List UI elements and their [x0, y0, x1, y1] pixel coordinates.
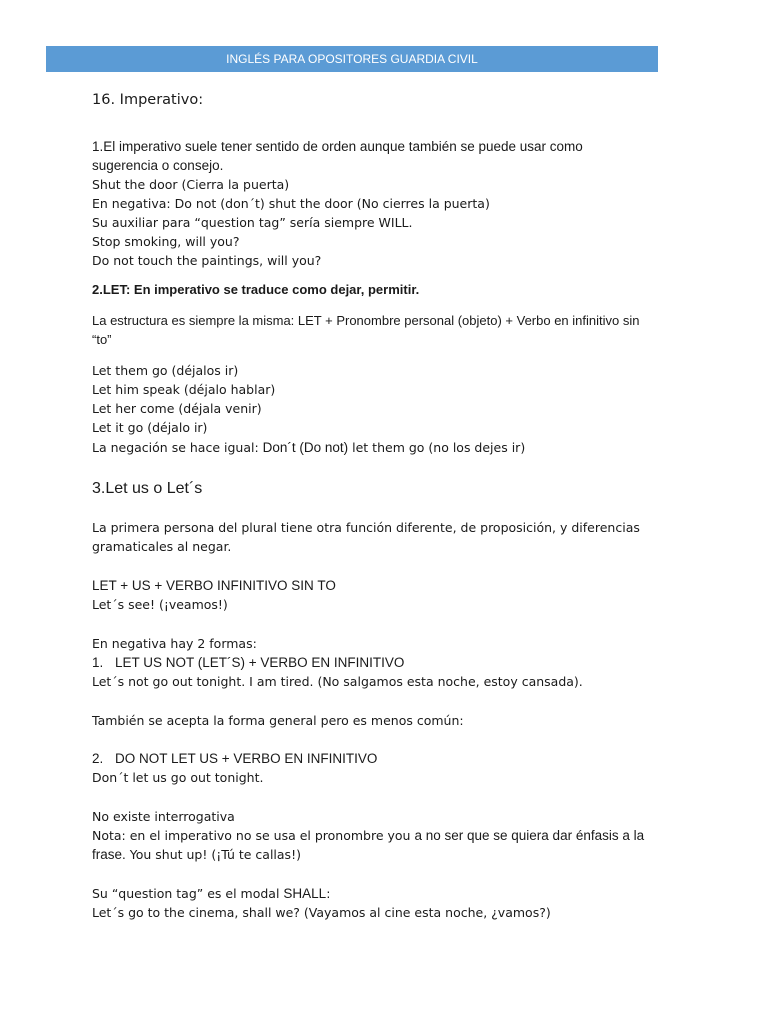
s1-line: Su auxiliar para “question tag” sería siempre WILL. [92, 215, 413, 230]
s3-form1 [92, 653, 404, 672]
s3-tag-suffix: : [326, 886, 331, 901]
s3-form1-example: Let´s not go out tonight. I am tired. (No salgamos esta noche, estoy cansada). [92, 674, 583, 689]
s2-example: Let him speak (déjalo hablar) [92, 382, 276, 397]
s3-general-note: También se acepta la forma general pero es menos común: [92, 713, 464, 728]
section-title: 16. Imperativo: [92, 92, 204, 108]
s1-line: En negativa: Do not (don´t) shut the door (No cierres la puerta) [92, 196, 490, 211]
s3-rule-example: Let´s see! (¡veamos!) [92, 597, 228, 612]
s1-line: Do not touch the paintings, will you? [92, 253, 322, 268]
header-title: INGLÉS PARA OPOSITORES GUARDIA CIVIL [226, 52, 478, 66]
s3-tag-prefix: Su “question tag” es el modal [92, 886, 284, 901]
s3-nota-bold2: frase. [92, 847, 126, 862]
s3-form2-example: Don´t let us go out tonight. [92, 770, 264, 785]
s2-heading: 2.LET: En imperativo se traduce como dejar, permitir. [92, 282, 420, 297]
s3-negative-intro: En negativa hay 2 formas: [92, 636, 257, 651]
s3-form2 [92, 749, 377, 768]
s2-example: Let her come (déjala venir) [92, 401, 262, 416]
s3-nota-line2 [92, 845, 301, 864]
s3-tag-example: Let´s go to the cinema, shall we? (Vayamos al cine esta noche, ¿vamos?) [92, 905, 551, 920]
s3-tag-line [92, 884, 330, 903]
s3-nota-bold1: a no ser que se quiera dar énfasis a la [414, 828, 645, 843]
s2-example: Let it go (déjalo ir) [92, 420, 208, 435]
s1-heading-line1: 1.El imperativo suele tener sentido de orden aunque también se puede usar como [92, 139, 583, 154]
s3-form1-text: LET US NOT (LET´S) + VERBO EN INFINITIVO [115, 655, 405, 670]
s3-heading: 3.Let us o Let´s [92, 480, 203, 497]
s3-nota-prefix: Nota: en el imperativo no se usa el pronombre you [92, 828, 415, 843]
s3-intro-line1: La primera persona del plural tiene otra función diferente, de proposición, y diferencias [92, 520, 640, 535]
s2-negation-prefix: La negación se hace igual: [92, 440, 263, 455]
s1-line: Shut the door (Cierra la puerta) [92, 177, 290, 192]
s3-form2-text: DO NOT LET US + VERBO EN INFINITIVO [115, 751, 378, 766]
s2-negation-suffix: let them go (no los dejes ir) [348, 440, 526, 455]
document-header [46, 46, 658, 72]
s2-example: Let them go (déjalos ir) [92, 363, 239, 378]
s3-form1-number: 1. [92, 655, 104, 670]
s3-form2-number: 2. [92, 751, 104, 766]
s2-negation [92, 438, 525, 457]
s3-nota-line1 [92, 826, 644, 845]
s3-rule: LET + US + VERBO INFINITIVO SIN TO [92, 578, 336, 593]
s1-heading-line2: sugerencia o consejo. [92, 158, 224, 173]
s2-structure-line2: “to” [92, 332, 112, 347]
s3-nota-suffix: You shut up! (¡Tú te callas!) [125, 847, 301, 862]
s2-structure-line1: La estructura es siempre la misma: LET + Pronombre personal (objeto) + Verbo en infinitivo sin [92, 313, 640, 328]
s2-negation-bold: Don´t (Do not) [262, 440, 349, 455]
s3-no-interrogative: No existe interrogativa [92, 809, 235, 824]
s3-intro-line2: gramaticales al negar. [92, 539, 232, 554]
s3-tag-bold: SHALL [283, 886, 327, 901]
s1-line: Stop smoking, will you? [92, 234, 240, 249]
